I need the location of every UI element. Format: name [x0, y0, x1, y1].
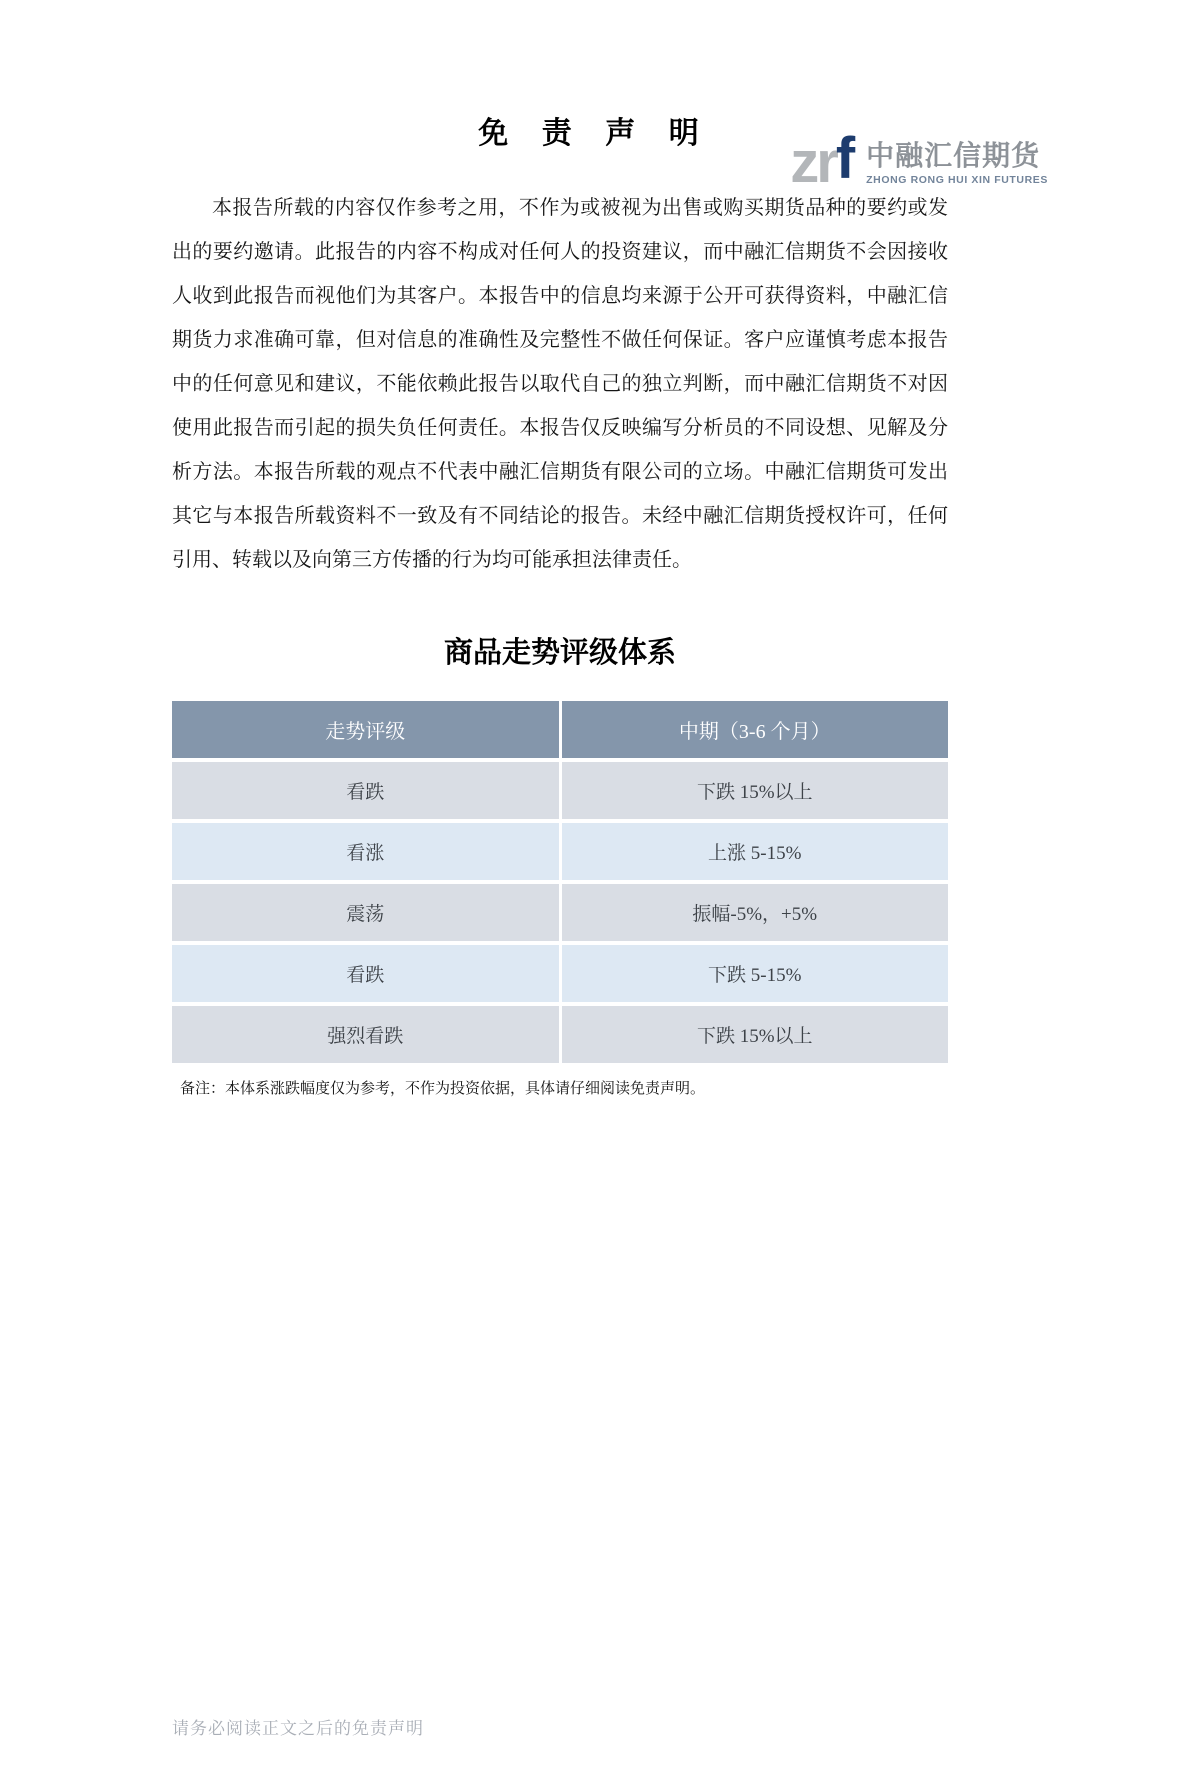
- rating-cell: 看跌: [172, 945, 559, 1002]
- range-cell: 下跌 15%以上: [562, 762, 949, 819]
- column-header-midterm: 中期（3-6 个月）: [562, 701, 949, 758]
- company-name-chinese: 中融汇信期货: [866, 139, 1041, 171]
- table-header-row: [172, 701, 948, 758]
- range-cell: 下跌 15%以上: [562, 1006, 949, 1063]
- table-row: [172, 884, 948, 941]
- section-title-rating-system: 商品走势评级体系: [443, 637, 676, 669]
- rating-cell: 强烈看跌: [172, 1006, 559, 1063]
- rating-table: [172, 701, 948, 1063]
- range-cell: 振幅-5%，+5%: [562, 884, 949, 941]
- rating-cell: 看涨: [172, 823, 559, 880]
- table-row: [172, 1006, 948, 1063]
- footer-disclaimer-reminder: 请务必阅读正文之后的免责声明: [172, 1719, 424, 1738]
- document-content: [172, 186, 948, 1098]
- table-row: [172, 823, 948, 880]
- page-title: 免 责 声 明: [478, 117, 712, 150]
- table-row: [172, 762, 948, 819]
- rating-cell: 看跌: [172, 762, 559, 819]
- zrf-logo-icon: [790, 126, 853, 195]
- company-name-block: [866, 140, 1048, 186]
- logo-letters-zr: zr: [790, 130, 836, 195]
- company-logo: [790, 126, 1048, 195]
- range-cell: 下跌 5-15%: [562, 945, 949, 1002]
- table-row: [172, 945, 948, 1002]
- rating-cell: 震荡: [172, 884, 559, 941]
- company-name-english: ZHONG RONG HUI XIN FUTURES: [866, 174, 1048, 187]
- column-header-rating: 走势评级: [172, 701, 559, 758]
- range-cell: 上涨 5-15%: [562, 823, 949, 880]
- disclaimer-paragraph: 本报告所载的内容仅作参考之用，不作为或被视为出售或购买期货品种的要约或发出的要约邀请。此报告的内容不构成对任何人的投资建议，而中融汇信期货不会因接收人收到此报告而视他们为其客户。本报告中的信息均来源于公开可获得资料，中融汇信期货力求准确可靠，但对信息的准确性及完整性不做任何保证。客户应谨慎考虑本报告中的任何意见和建议，不能依赖此报告以取代自己的独立判断，而中融汇信期货不对因使用此报告而引起的损失负任何责任。本报告仅反映编写分析员的不同设想、见解及分析方法。本报告所载的观点不代表中融汇信期货有限公司的立场。中融汇信期货可发出其它与本报告所载资料不一致及有不同结论的报告。未经中融汇信期货授权许可，任何引用、转载以及向第三方传播的行为均可能承担法律责任。: [172, 197, 948, 571]
- table-note: 备注：本体系涨跌幅度仅为参考，不作为投资依据，具体请仔细阅读免责声明。: [180, 1081, 706, 1097]
- logo-letter-f: f: [835, 126, 853, 191]
